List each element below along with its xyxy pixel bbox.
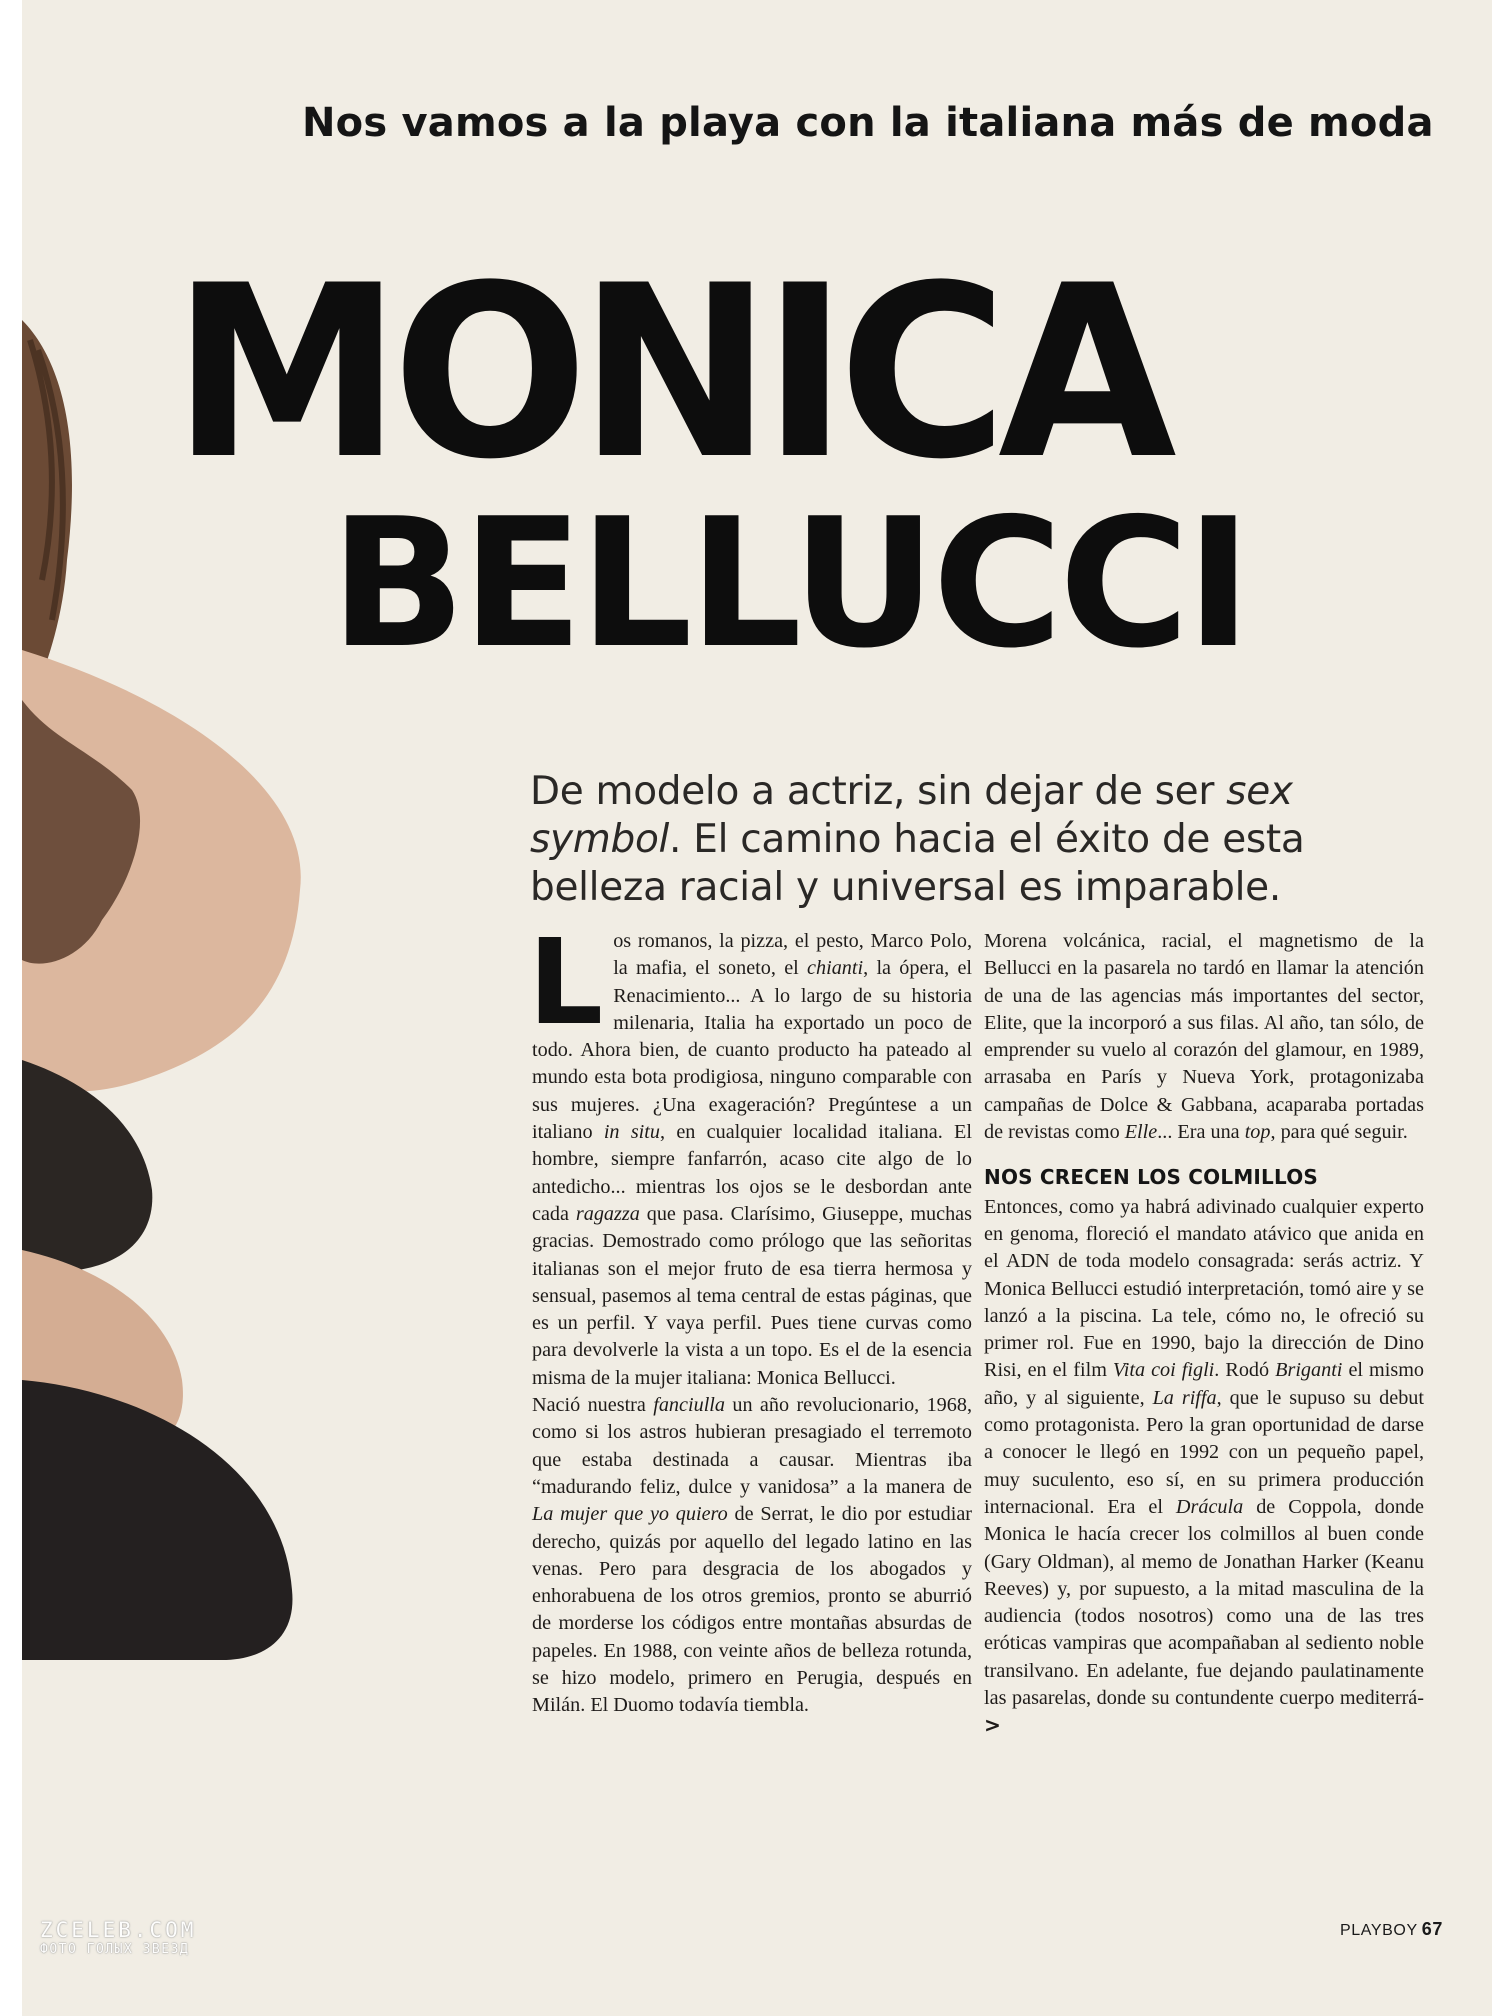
drop-cap: L — [528, 913, 604, 1051]
paragraph — [984, 1194, 1424, 1741]
text-run: Entonces, como ya habrá adivinado cualquier experto en genoma, floreció el mandato atávico que anida en el ADN de toda modelo consagrada: serás actriz. Y Monica Bellucci estudió interpretación, tomó aire y se lanzó a la piscina. La tele, cómo no, le ofreció su primer rol. Fue en 1990, bajo la dirección de Dino Risi, en el film — [984, 1195, 1424, 1382]
bikini-top — [22, 1060, 152, 1272]
italic-text: La mujer que yo quiero — [532, 1503, 728, 1526]
page-footer — [1340, 1919, 1443, 1940]
text-run: que pasa. Clarísimo, Giuseppe, muchas gracias. Demostrado como prólogo que las señoritas italianas son el mejor fruto de esa tierra hermosa y sensual, pasemos al tema central de estas páginas, que es un perfil. Y vaya perfil. Pues tiene curvas como para devolverle la vista a un topo. Es el de la esencia misma de la mujer italiana: Monica Bellucci. — [532, 1202, 972, 1389]
text-run: un año revolucionario, 1968, como si los astros hubieran presagiado el terremoto que estaba destinada a causar. Mientras iba “madurando feliz, dulce y vanidosa” a la manera de — [532, 1394, 972, 1498]
watermark-site: ZCELEB.COM — [40, 1918, 197, 1942]
deck-part-2: . El camino hacia el éxito de esta belleza racial y universal es imparable. — [530, 817, 1305, 910]
text-run: el mismo año, y al siguiente, — [984, 1359, 1424, 1409]
paragraph-runs — [984, 1196, 1424, 1709]
italic-text: in situ — [603, 1121, 660, 1144]
text-run: Nació nuestra — [532, 1394, 654, 1417]
continue-arrow: > — [984, 1713, 1001, 1738]
text-run: ... Era una — [1157, 1121, 1245, 1144]
deck-part-1: De modelo a actriz, sin dejar de ser — [530, 769, 1227, 814]
text-run: , la ópera, el Renacimiento... A lo largo de su historia milenaria, Italia ha exportado un poco de todo. Ahora bien, de cuanto producto ha pateado al mundo esta bota prodigiosa, ninguno comparable con sus mujeres. ¿Una exageración? Pregúntese a un italiano — [532, 957, 973, 1144]
text-run: Morena volcánica, racial, el magnetismo de la Bellucci en la pasarela no tardó en llamar la atención de una de las agencias más importantes del sector, Elite, que la incorporó a sus filas. Al año, tan sólo, de emprender su vuelo al corazón del glamour, en 1989, arrasaba en París y Nueva York, protagonizaba campañas de Dolce & Gabbana, acaparaba portadas de revistas como — [984, 930, 1424, 1144]
watermark-tagline: ФОТО ГОЛЫХ ЗВЕЗД — [40, 1942, 190, 1957]
italic-text: Briganti — [1275, 1359, 1343, 1382]
title-line-1: MONICA — [172, 235, 1167, 512]
title-line-2: BELLUCCI — [330, 480, 1248, 687]
text-run: , en cualquier localidad italiana. El hombre, siempre fanfarrón, acaso cite algo de lo antedicho... mientras los ojos se le desbordan ante cada — [532, 1121, 972, 1225]
italic-text: chianti — [807, 957, 864, 980]
italic-text: Vita coi figli — [1112, 1359, 1215, 1382]
kicker-headline: Nos vamos a la playa con la italiana más de moda — [302, 100, 1434, 146]
bikini-bottom — [22, 1380, 292, 1660]
section-subheading: NOS CRECEN LOS COLMILLOS — [984, 1165, 1319, 1190]
article-title — [172, 235, 1442, 687]
paragraph — [984, 928, 1424, 1146]
text-run: , que le supuso su debut como protagonista. Pero la gran oportunidad de darse a conocer le llegó en 1992 con un pequeño papel, muy suculento, eso sí, en su primera producción internacional. Era el — [984, 1386, 1424, 1518]
body-column-2 — [984, 928, 1424, 1741]
deck-subtitle — [530, 768, 1450, 912]
text-run: . Rodó — [1214, 1359, 1276, 1382]
magazine-name: PLAYBOY — [1340, 1922, 1418, 1939]
deck-italic: sex symbol — [530, 769, 1293, 862]
text-run: , para qué seguir. — [1270, 1121, 1408, 1144]
italic-text: La riffa — [1152, 1386, 1217, 1409]
italic-text: ragazza — [575, 1202, 640, 1225]
italic-text: top — [1244, 1121, 1271, 1144]
italic-text: Drácula — [1175, 1495, 1244, 1518]
watermark — [40, 1918, 196, 1957]
text-run: de Serrat, le dio por estudiar derecho, quizás por aquello del legado latino en las venas. Pero para desgracia de los abogados y enhorabuena de los otros gremios, pronto se aburrió de morderse los códigos entre montañas absurdas de papeles. En 1988, con veinte años de belleza rotunda, se hizo modelo, primero en Perugia, después en Milán. El Duomo todavía tiembla. — [532, 1503, 973, 1717]
body-column-1 — [528, 913, 973, 1720]
italic-text: fanciulla — [653, 1394, 726, 1417]
text-run: de Coppola, donde Monica le hacía crecer los colmillos al buen conde (Gary Oldman), al memo de Jonathan Harker (Keanu Reeves) y, por supuesto, a la mitad masculina de la audiencia (todos nosotros) como una de las tres eróticas vampiras que acompañaban al sediento noble transilvano. En adelante, fue dejando paulatinamente las pasarelas, donde su contundente cuerpo mediterrá- — [984, 1495, 1424, 1710]
page-number: 67 — [1421, 1919, 1443, 1939]
italic-text: Elle — [1124, 1121, 1158, 1144]
magazine-page — [22, 0, 1492, 2016]
text-run: os romanos, la pizza, el pesto, Marco Polo, la mafia, el soneto, el — [613, 930, 972, 980]
paragraph — [532, 1392, 972, 1720]
